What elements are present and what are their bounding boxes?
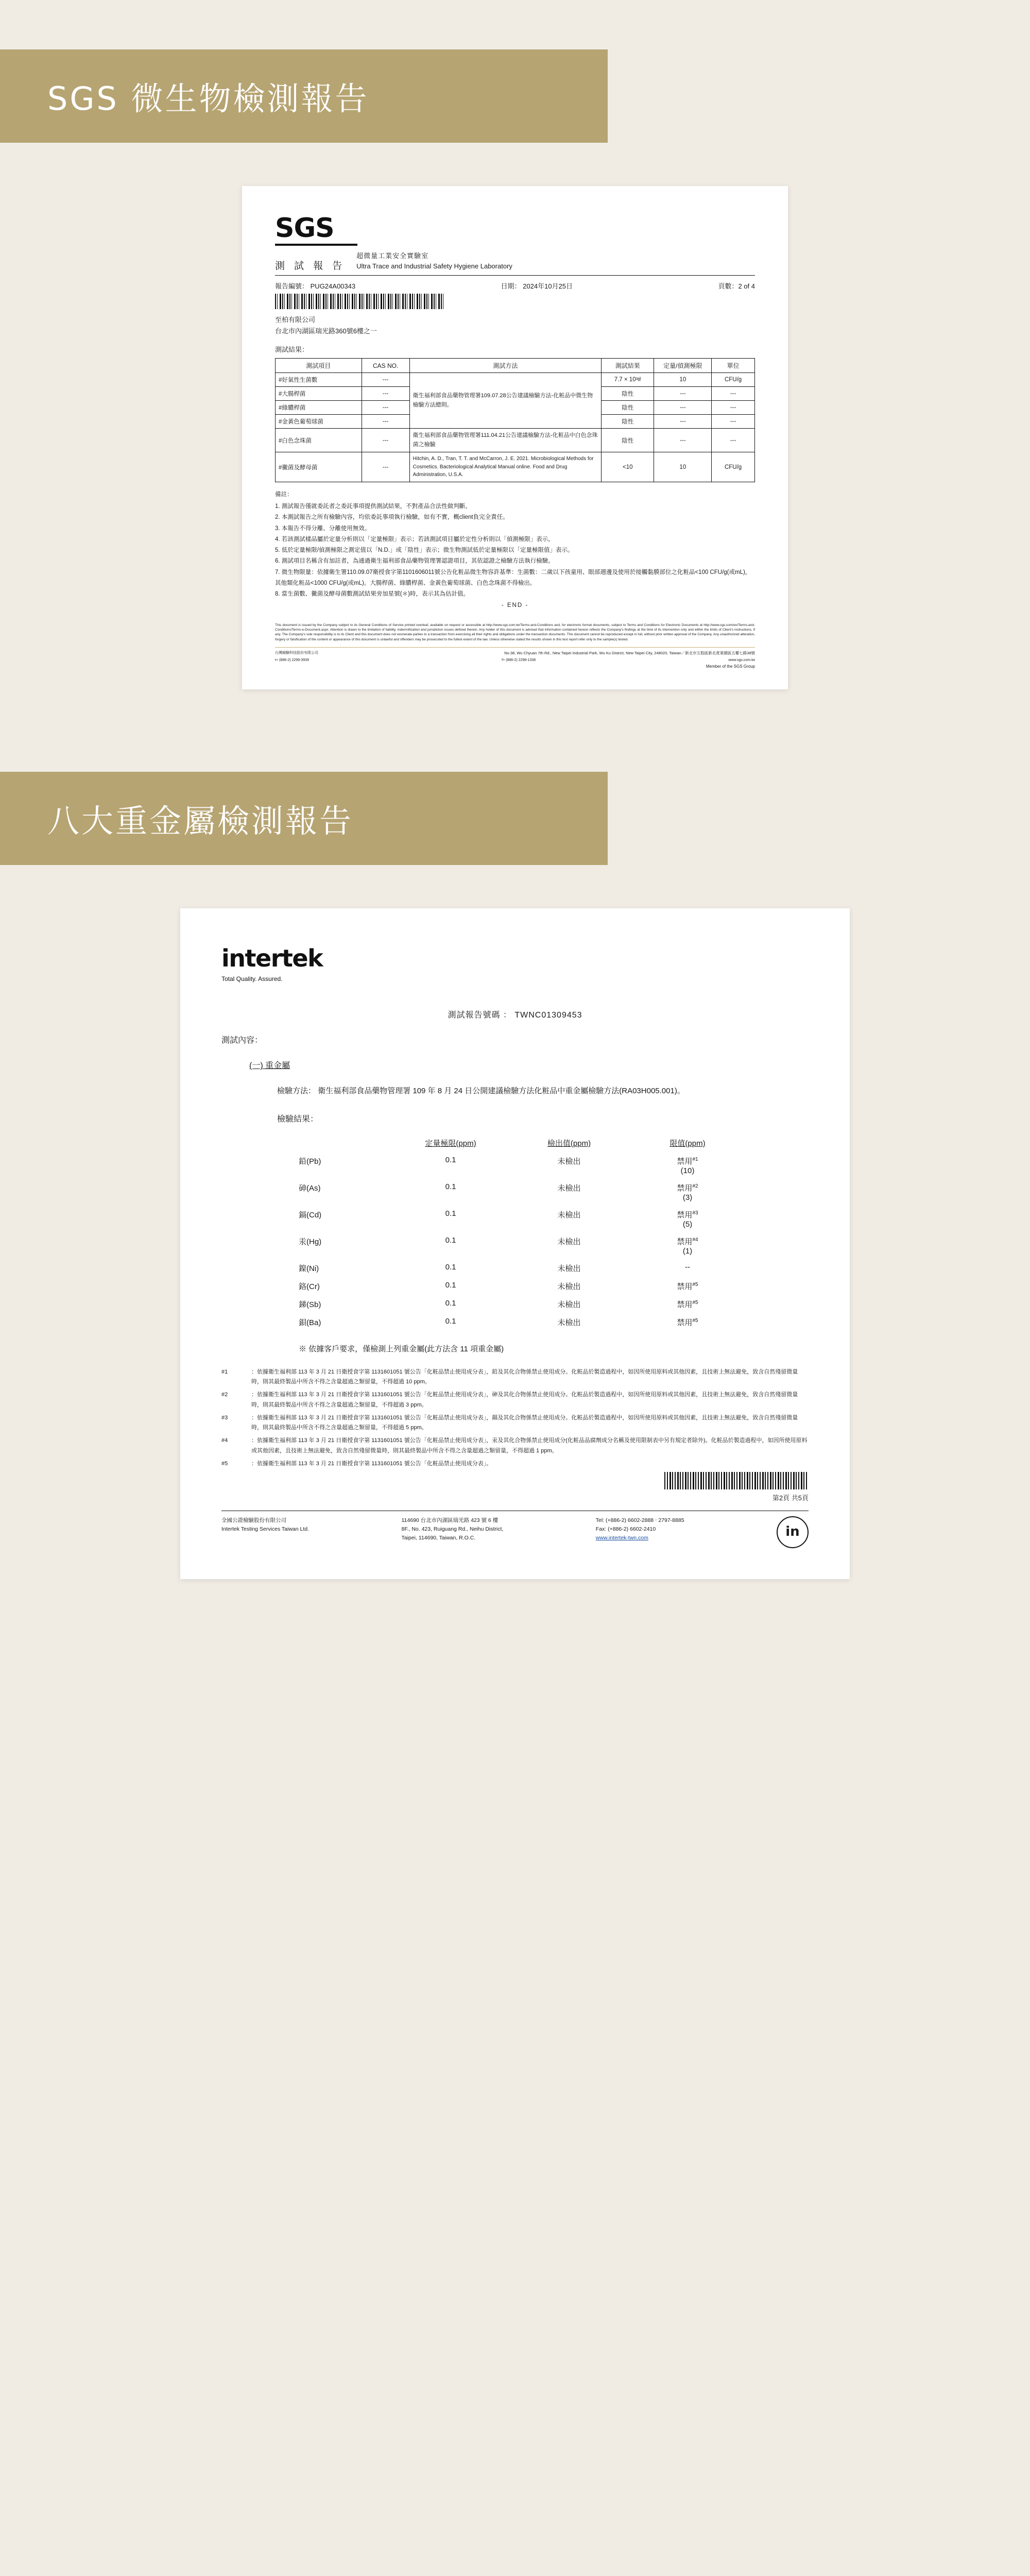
metal-value: 未檢出 (557, 1237, 581, 1246)
metal-limit (628, 1317, 747, 1328)
metal-lod: 0.1 (445, 1316, 456, 1326)
note-item: 1. 測試報告僅就委託者之委託事項提供測試結果，不對產品合法性做判斷。 (275, 503, 471, 510)
metal-value: 未檢出 (557, 1318, 581, 1327)
footer-address-cn: 114690 台北市內湖區瑞光路 423 號 6 樓 (401, 1517, 499, 1524)
col-blank (299, 1138, 391, 1148)
result-row (299, 1281, 809, 1292)
limit-text: 禁用 (677, 1237, 693, 1246)
footer-divider (275, 647, 755, 648)
cell-unit: --- (712, 429, 755, 452)
footnote-text: ：依據衛生福利部 113 年 3 月 21 日衛授食字第 1131601051 號公告「化粧品禁止使用成分表」，鎘及其化合物係禁止使用成分。化粧品於製造過程中，如因所使用原料或其他因素，且技術上無法避免，致含自然殘留微量時，則其最終製品中所含不得之含量超過之類留量，不得超過 5 ppm。 (251, 1414, 798, 1431)
result-row (299, 1299, 809, 1310)
metal-limit: -- (685, 1262, 690, 1272)
th-lod: 定量/偵測極限 (654, 359, 712, 373)
cell-lod: --- (654, 387, 712, 401)
barcode-image (664, 1472, 809, 1489)
metal-limit (628, 1236, 747, 1256)
cell-item: #黴菌及酵母菌 (276, 452, 362, 482)
cell-lod: --- (654, 401, 712, 415)
footnote-item (221, 1413, 809, 1433)
intertek-logo: intertek (221, 944, 323, 973)
sgs-lab-block (356, 251, 512, 272)
note-item: 7. 微生物限量：依據衛生署110.09.07衛授食字第1101606011號公告化粧品微生物容許基準：生菌數：二歲以下孩童用、眼部週邊及使用於接觸黏膜部位之化粧品<100 CFU/g(或mL)，其他類化粧品<1000 CFU/g(或mL)。大腸桿菌、綠膿桿菌、金黃色葡萄球菌、白色念珠菌不得檢出。 (275, 569, 751, 586)
cell-item: #白色念珠菌 (276, 429, 362, 452)
result-label: 檢驗結果： (277, 1114, 319, 1124)
sgs-logo: SGS (275, 213, 334, 244)
metal-limit (628, 1281, 747, 1292)
footer-company-en: Intertek Testing Services Taiwan Ltd. (221, 1526, 310, 1533)
footnote-text: ：依據衛生福利部 113 年 3 月 21 日衛授食字第 1131601051 號公告「化粧品禁止使用成分表」，汞及其化合物係禁止使用成分(化粧品品腐劑成分名稱及使用限制表中另有規定者除外)。化粧品於製造過程中，如因所使用原料或其他因素，且技術上無法避免，致含自然殘留微量時，則其最終製品中所含不得之含量超過之類留量，不得超過 1 ppm。 (251, 1437, 808, 1454)
limit-secondary: (10) (680, 1166, 695, 1175)
footer-tel: Tel: (+886-2) 6602-2888 ‧ 2797-8885 (595, 1517, 684, 1524)
report-no-value: TWNC01309453 (514, 1011, 582, 1020)
limit-sup: #4 (692, 1236, 698, 1243)
sgs-lab-name-en: Ultra Trace and Industrial Safety Hygiene Laboratory (356, 262, 512, 270)
footnote-item (221, 1367, 809, 1387)
metal-name: 汞(Hg) (299, 1237, 322, 1246)
notes-title: 備註： (275, 491, 293, 498)
footer-fax: Fax: (+886-2) 6602-2410 (595, 1526, 656, 1533)
limit-sup: #5 (692, 1317, 698, 1324)
sgs-lab-name-cn: 超微量工業安全實驗室 (356, 252, 429, 260)
metal-name: 鉻(Cr) (299, 1282, 320, 1291)
sgs-footer (275, 650, 755, 656)
report-date-label: 日期： (501, 282, 521, 290)
metal-value: 未檢出 (557, 1183, 581, 1193)
th-method: 測試方法 (409, 359, 601, 373)
footnote-number: #1 (221, 1368, 228, 1375)
cell-result: 陰性 (602, 401, 654, 415)
cell-result: <10 (602, 452, 654, 482)
col-lod: 定量極限(ppm) (425, 1139, 476, 1148)
footnote-item (221, 1436, 809, 1456)
metal-lod: 0.1 (445, 1262, 456, 1272)
footnote-text: ：依據衛生福利部 113 年 3 月 21 日衛授食字第 1131601051 號公告「化粧品禁止使用成分表」，鉛及其化合物係禁止使用成分。化粧品於製造過程中，如因所使用原料或其他因素，且技術上無法避免，致含自然殘留微量時，則其最終製品中所含不得之含量超過之類留量，不得超過 10 ppm。 (251, 1368, 798, 1385)
table-row (276, 373, 755, 387)
cell-unit: --- (712, 401, 755, 415)
result-row (299, 1182, 809, 1202)
metal-limit (628, 1182, 747, 1202)
section-banner-heavy-metals: 八大重金屬檢測報告 (0, 772, 608, 865)
metal-name: 鉛(Pb) (299, 1157, 321, 1166)
metal-lod: 0.1 (445, 1280, 456, 1290)
metal-limit (628, 1156, 747, 1175)
method-block (277, 1084, 809, 1099)
footnote-number: #4 (221, 1437, 228, 1444)
limit-text: 禁用 (677, 1157, 693, 1166)
limit-sup: #3 (692, 1210, 698, 1216)
note-item: 2. 本測試報告之所有檢驗內容，均依委託事項執行檢驗，如有不實，概client負完全責任。 (275, 514, 509, 521)
metal-value: 未檢出 (557, 1282, 581, 1291)
metal-lod: 0.1 (445, 1235, 456, 1245)
metal-limit (628, 1299, 747, 1310)
cell-cas: --- (362, 387, 409, 401)
footnote-number: #2 (221, 1392, 228, 1398)
footnote-item (221, 1459, 809, 1469)
footer-company-cn: 台灣檢驗科技股份有限公司 (275, 651, 318, 655)
th-item: 測試項目 (276, 359, 362, 373)
report-no-block (275, 281, 355, 291)
cell-item: #金黃色葡萄球菌 (276, 415, 362, 429)
table-row (276, 429, 755, 452)
header-divider (275, 275, 755, 276)
section-1-banner-wrap (0, 0, 1030, 143)
footer-company-cn: 全國公證檢驗股份有限公司 (221, 1517, 286, 1524)
limit-sup: #5 (692, 1281, 698, 1287)
cell-item: #綠膿桿菌 (276, 401, 362, 415)
client-address: 台北市內湖區瑞光路360號6樓之一 (275, 327, 377, 335)
limit-text: 禁用 (677, 1282, 693, 1291)
method-text: 衛生福利部食品藥物管理署 109 年 8 月 24 日公開建議檢驗方法化粧品中重金屬檢驗方法(RA03H005.001)。 (318, 1087, 685, 1096)
report-no-label: 報告編號： (275, 282, 309, 290)
note-item: 4. 若該測試樣品屬於定量分析則以「定量極限」表示；若該測試項目屬於定性分析則以「偵測極限」表示。 (275, 536, 554, 543)
metal-lod: 0.1 (445, 1155, 456, 1164)
report-date-block (501, 281, 573, 291)
footer-tel: t+ (886-2) 2299-3939 (275, 658, 309, 663)
note-item: 3. 本報告不得分離、分離使用無效。 (275, 525, 371, 532)
result-row (299, 1236, 809, 1256)
metal-name: 鋇(Ba) (299, 1318, 321, 1327)
test-item-label: (一) 重金屬 (249, 1061, 290, 1071)
cell-unit: --- (712, 387, 755, 401)
barcode-image (275, 294, 445, 309)
report-no-label: 測試報告號碼 ： (448, 1011, 512, 1020)
section-banner-microbiology: SGS 微生物檢測報告 (0, 49, 608, 143)
limit-secondary: (1) (682, 1246, 693, 1256)
metal-value: 未檢出 (557, 1157, 581, 1166)
cell-result: 陰性 (602, 429, 654, 452)
footer-website[interactable]: www.sgs.com.tw (728, 658, 755, 663)
limit-secondary: (3) (682, 1193, 693, 1202)
footer-fax: f+ (886-2) 2298-1338 (502, 658, 536, 663)
sgs-footer-contact (275, 658, 755, 662)
report-date-value: 2024年10月25日 (523, 282, 573, 290)
footnote-text: ：依據衛生福利部 113 年 3 月 21 日衛授食字第 1131601051 號公告「化粧品禁止使用成分表」，砷及其化合物係禁止使用成分。化粧品於製造過程中，如因所使用原料或其他因素，且技術上無法避免，致含自然殘留微量時，則其最終製品中所含不得之含量超過之類留量，不得超過 3 ppm。 (251, 1392, 798, 1408)
result-row (299, 1263, 809, 1274)
cell-cas: --- (362, 452, 409, 482)
results-header-row (299, 1138, 809, 1148)
metal-limit (628, 1209, 747, 1229)
cell-lod: 10 (654, 452, 712, 482)
cell-lod: --- (654, 415, 712, 429)
metal-lod: 0.1 (445, 1298, 456, 1308)
cell-result: 陰性 (602, 415, 654, 429)
metal-lod: 0.1 (445, 1209, 456, 1218)
cell-item: #好氣性生菌數 (276, 373, 362, 387)
cell-result: 陰性 (602, 387, 654, 401)
footer-member-note: Member of the SGS Group (706, 664, 755, 669)
col-value: 檢出值(ppm) (547, 1139, 591, 1148)
metal-name: 銻(Sb) (299, 1300, 321, 1309)
cell-unit: CFU/g (712, 373, 755, 387)
cell-lod: 10 (654, 373, 712, 387)
report-page-label: 頁數：2 of 4 (718, 282, 755, 290)
th-cas: CAS NO. (362, 359, 409, 373)
footer-website[interactable]: www.intertek-twn.com (595, 1534, 648, 1541)
metal-value: 未檢出 (557, 1264, 581, 1273)
metal-name: 鎘(Cd) (299, 1210, 322, 1219)
cell-item: #大腸桿菌 (276, 387, 362, 401)
cell-cas: --- (362, 415, 409, 429)
limit-text: 禁用 (677, 1210, 693, 1219)
metal-value: 未檢出 (557, 1300, 581, 1309)
intertek-footer (221, 1516, 809, 1548)
sgs-notes (275, 489, 755, 600)
limit-text: 禁用 (677, 1300, 693, 1309)
footnote-number: #5 (221, 1460, 228, 1467)
note-item: 5. 低於定量極限/偵測極限之測定值以「N.D.」或「陰性」表示；微生物測試低於定量極限以「定量極限值」表示。 (275, 547, 574, 554)
sgs-report-sheet (242, 186, 788, 689)
cell-result: 7.7 × 10³# (602, 373, 654, 387)
th-result: 測試結果 (602, 359, 654, 373)
method-label: 檢驗方法： (277, 1087, 316, 1096)
page-number: 第2頁 共5頁 (772, 1494, 809, 1502)
limit-secondary: (5) (682, 1219, 693, 1229)
sgs-client-block (275, 314, 755, 337)
cell-cas: --- (362, 429, 409, 452)
customer-request-note: ※ 依據客戶要求，僅檢測上列重金屬(此方法含 11 項重金屬) (299, 1344, 504, 1353)
intertek-tagline: Total Quality. Assured. (221, 975, 283, 983)
sgs-meta-row (275, 281, 755, 291)
cell-method: 衛生福利部食品藥物管理署111.04.21公告建議檢驗方法-化粧品中白色念珠菌之檢驗 (409, 429, 601, 452)
note-item: 6. 測試項目名稱含有加註者，為通過衛生福利部食品藥物管理署認證項目，其依認證之檢驗方法執行檢驗。 (275, 558, 554, 565)
footnote-text: ：依據衛生福利部 113 年 3 月 21 日衛授食字第 1131601051 號公告「化粧品禁止使用成分表」。 (251, 1460, 492, 1467)
sgs-results-table (275, 358, 755, 482)
footnote-item (221, 1390, 809, 1410)
report-no-value: PUG24A00343 (310, 282, 356, 290)
limit-sup: #1 (692, 1156, 698, 1162)
metal-lod: 0.1 (445, 1182, 456, 1191)
test-result-label: 測試結果： (275, 346, 309, 354)
end-mark: - END - (501, 602, 529, 608)
cell-cas: --- (362, 401, 409, 415)
result-row (299, 1317, 809, 1328)
cell-lod: --- (654, 429, 712, 452)
intertek-seal-icon: in (777, 1516, 809, 1548)
footer-address-en-1: 8F., No. 423, Ruiguang Rd., Neihu District, (401, 1526, 504, 1533)
bottom-spacer (0, 1579, 1030, 1641)
footer-contact-block (596, 1516, 684, 1548)
result-row (299, 1209, 809, 1229)
cell-unit: --- (712, 415, 755, 429)
limit-sup: #5 (692, 1299, 698, 1306)
limit-text: 禁用 (677, 1318, 693, 1327)
metal-name: 砷(As) (299, 1183, 321, 1193)
table-row (276, 452, 755, 482)
th-unit: 單位 (712, 359, 755, 373)
heavy-metal-results (299, 1138, 809, 1328)
note-item: 8. 當生菌數、黴菌及酵母菌數測試結果旁加星號(＊)時，表示其為估計值。 (275, 591, 469, 598)
table-header-row (276, 359, 755, 373)
cell-method: Hitchin, A. D., Tran, T. T. and McCarron, J. E. 2021. Microbiological Methods for Cosmetics. Bacteriological Analytical Manual online. Food and Drug Administration, U.S.A. (409, 452, 601, 482)
limit-sup: #2 (692, 1183, 698, 1189)
cell-cas: --- (362, 373, 409, 387)
sgs-logo-underline (275, 244, 357, 246)
cell-method: 衛生福利部食品藥物管理署109.07.28公告建議檢驗方法-化粧品中微生物檢驗方法總則。 (409, 373, 601, 429)
col-limit: 限值(ppm) (670, 1139, 706, 1148)
result-row (299, 1156, 809, 1175)
footer-company-block (221, 1516, 309, 1548)
intertek-report-no (221, 1008, 809, 1020)
section-2-banner-wrap (0, 689, 1030, 865)
metal-name: 鎳(Ni) (299, 1264, 319, 1273)
legal-text: This document is issued by the Company subject to its General Conditions of Service printed overleaf, available on request or accessible at http://www.sgs.com.tw/Terms-and-Conditions and, for electronic format documents, subject to Terms and Conditions for Electronic Documents at http://www.sgs.com/en/Terms-and-Conditions/Terms-e-Document.aspx. Attention is drawn to the limitation of liability, indemnification and jurisdiction issues defined therein. Any holder of this document is advised that information contained hereon reflects the Company's findings at the time of its intervention only and within the limits of Client's instructions, if any. The Company's sole responsibility is to its Client and this document does not exonerate parties to a transaction from exercising all their rights and obligations under the transaction documents. This document cannot be reproduced except in full, without prior written approval of the Company. Any unauthorized alteration, forgery or falsification of the content or appearance of this document is unlawful and offenders may be prosecuted to the fullest extent of the law. Unless otherwise stated the results shown in this test report refer only to the sample(s) tested. (275, 623, 755, 641)
metal-value: 未檢出 (557, 1210, 581, 1219)
cell-unit: CFU/g (712, 452, 755, 482)
footer-address-en-2: Taipei, 114690, Taiwan, R.O.C. (401, 1534, 476, 1541)
intertek-report-sheet (180, 908, 850, 1579)
sgs-header-row (275, 251, 755, 272)
sgs-report-title: 測 試 報 告 (275, 260, 346, 272)
test-content-label: 測試內容： (221, 1036, 263, 1045)
footnote-number: #3 (221, 1414, 228, 1421)
footer-address-block (401, 1516, 503, 1548)
client-company: 至柏有限公司 (275, 316, 316, 324)
footer-address: No.38, Wu Chyuan 7th Rd., New Taipei Industrial Park, Wu Ku District, New Taipei City, 248020, Taiwan／新北市五股區新北產業園區五權七路38號 (504, 651, 755, 656)
limit-text: 禁用 (677, 1183, 693, 1193)
footnotes (221, 1367, 809, 1469)
